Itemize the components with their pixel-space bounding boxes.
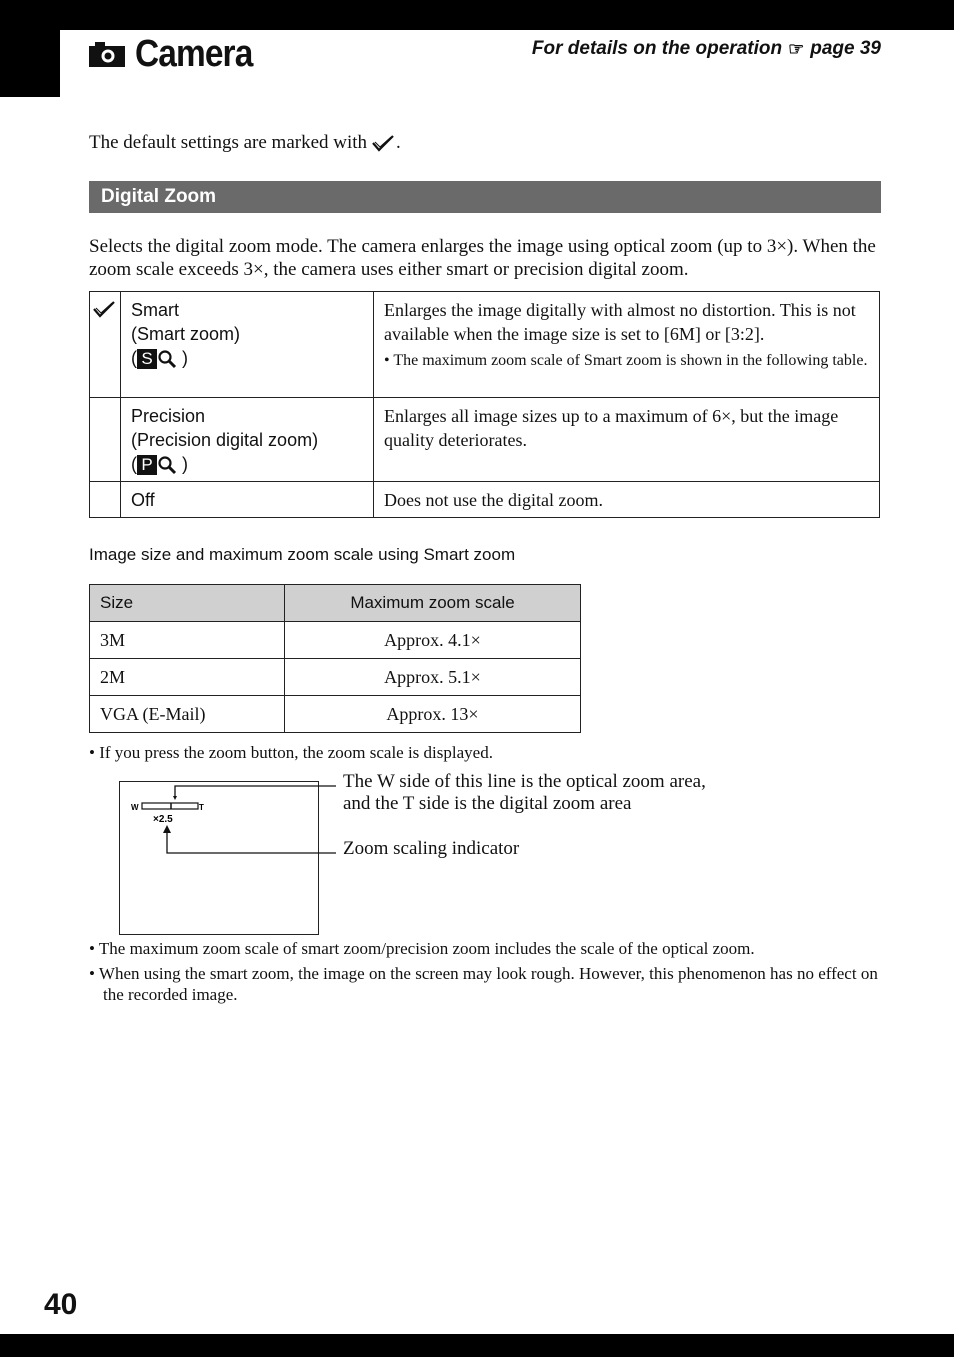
title-text: Camera [135,32,253,75]
size-cell: VGA (E-Mail) [90,696,285,733]
checkmark-icon [371,134,395,152]
option-name: Off [131,490,155,510]
option-name: Precision [131,406,206,426]
option-description-cell [374,482,880,518]
note-zoom-button: • If you press the zoom button, the zoom scale is displayed. [89,743,493,762]
option-description-cell [374,292,880,398]
top-bar [0,0,954,30]
operation-ref-prefix: For details on the operation [531,38,783,59]
table-row [90,696,581,733]
option-row-precision [90,398,880,482]
table-row [90,659,581,696]
option-row-off [90,482,880,518]
page-number: 40 [44,1288,78,1321]
option-name-cell [121,292,374,398]
table-caption: Image size and maximum zoom scale using Smart zoom [89,545,516,564]
table-header-row [90,585,581,622]
option-bullet: • The maximum zoom scale of Smart zoom is shown in the following table. [384,352,868,369]
callout-zoom-line: The W side of this line is the optical zoom area, and the T side is the digital zoom area [343,771,706,814]
zoom-cell: Approx. 5.1× [285,659,581,696]
note-rough-image: • When using the smart zoom, the image on the screen may look rough. However, this phenomenon has no effect on the recorded image. [89,964,878,1004]
zoom-scale-readout: ×2.5 [153,814,173,825]
pointing-hand-icon: ☞ [788,38,805,59]
option-description: Enlarges all image sizes up to a maximum of 6×, but the image quality deteriorates. [384,406,839,450]
w-label: W [131,803,139,812]
zoom-cell: Approx. 4.1× [285,622,581,659]
callout-zoom-indicator: Zoom scaling indicator [343,838,520,859]
intro-paragraph: Selects the digital zoom mode. The camera enlarges the image using optical zoom (up to 3×). When the zoom scale exceeds 3×, the camera uses either smart or precision digital zoom. [89,236,876,280]
t-label: T [199,803,204,812]
page-title [89,30,268,78]
checkmark-icon [92,300,116,318]
option-name-cell [121,482,374,518]
size-cell: 2M [90,659,285,696]
column-header-max-zoom: Maximum zoom scale [285,585,581,622]
defaults-note [89,132,401,154]
option-row-smart [90,292,880,398]
column-header-size: Size [90,585,285,622]
default-marker-cell [90,292,121,398]
option-name-cell [121,398,374,482]
option-icon-line: ( P ) [131,454,188,475]
bottom-bar [0,1334,954,1357]
option-subname: (Precision digital zoom) [131,430,319,450]
note-max-scale: • The maximum zoom scale of smart zoom/precision zoom includes the scale of the optical zoom. [89,939,755,958]
screen-diagram [119,781,319,935]
zoom-scale-table [89,584,581,733]
camera-icon [89,41,125,67]
table-row [90,622,581,659]
operation-reference[interactable] [532,38,881,60]
option-icon-line: ( S ) [131,348,188,369]
section-heading: Digital Zoom [89,181,881,213]
option-description: Enlarges the image digitally with almost no distortion. This is not available when the image size is set to [6M] or [3:2]. [384,300,856,344]
defaults-text: The default settings are marked with [89,132,368,153]
option-name: Smart [131,300,180,320]
options-table [89,291,880,518]
defaults-end: . [396,132,401,153]
option-description-cell [374,398,880,482]
zoom-cell: Approx. 13× [285,696,581,733]
precision-zoom-icon: P [137,455,177,475]
option-subname: (Smart zoom) [131,324,241,344]
option-description: Does not use the digital zoom. [384,490,603,510]
size-cell: 3M [90,622,285,659]
operation-ref-page: page 39 [810,38,881,59]
smart-zoom-icon: S [137,349,177,369]
section-tab [0,30,60,97]
